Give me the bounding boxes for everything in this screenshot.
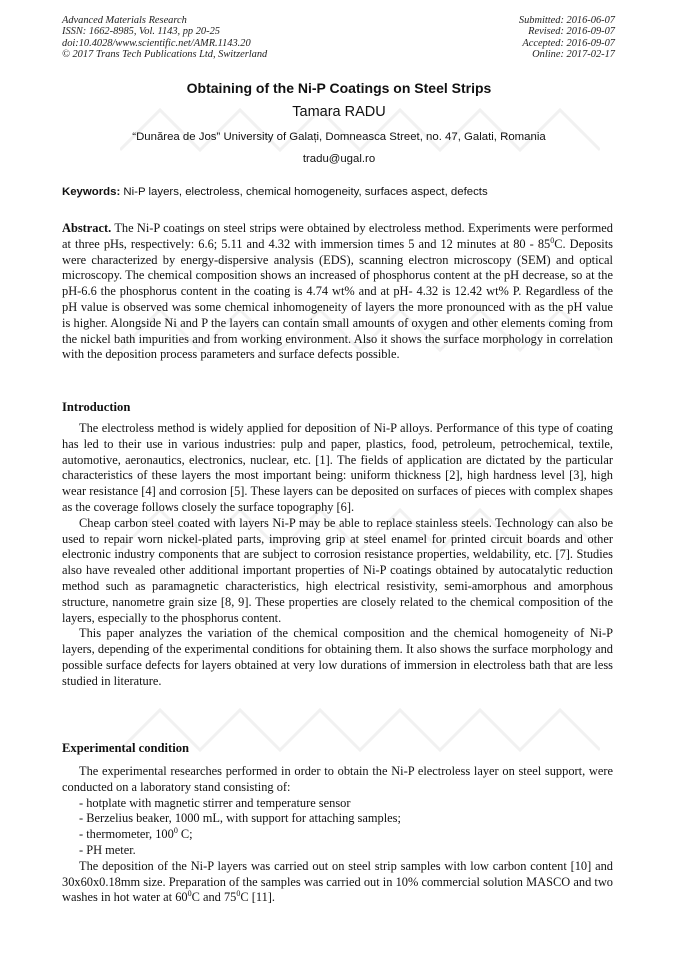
intro-paragraph-2: Cheap carbon steel coated with layers Ni-P may be able to replace stainless steels. Technology can also be used to repair worn nickel-plated parts, improving grip at steel enamel for printed circuit boards and other electronic industry components that are subject to corrosion resistance properties, weldability, etc. [7]. Studies also have revealed other additional important properties of Ni-P coatings obtained by autocatalytic reduction method such as paramagnetic characteristics, high electrical resistivity, semi-amorphous and amorphous structure, nanometre grain size [8, 9]. These properties are closely related to the chemical composition of the layers, especially to the phosphorus content.: [62, 515, 613, 625]
abstract-text-2: C. Deposits were characterized by energy-dispersive analysis (EDS), scanning electron microscopy (SEM) and optical microscopy. The chemical composition shows an increased of phosphorus content at the pH decrease, so at the pH-6.6 the phosphorus content in the coating is 4.74 wt% and at pH- 4.32 is 12.42 wt% P. Regardless of the pH value is observed was some chemical inhomogeneity of layers the more pronounced with as the pH value is higher. Alongside Ni and P the layers can contain small amounts of oxygen and other elements coming from the nickel bath impurities and from working environment. Also it shows the surface morphology in correlation with the deposition process parameters and surface defects possible.: [62, 236, 614, 362]
date-online: Online: 2017-02-17: [532, 48, 615, 60]
author-name: Tamara RADU: [292, 104, 386, 120]
date-submitted: Submitted: 2016-06-07: [518, 15, 615, 26]
date-accepted: Accepted: 2016-09-07: [522, 37, 615, 49]
exp-text-2: C and 75: [191, 890, 237, 905]
journal-issn: ISSN: 1662-8985, Vol. 1143, pp 20-25: [62, 26, 220, 38]
section-heading-experimental: Experimental condition: [62, 741, 189, 755]
publication-dates: [519, 15, 615, 60]
experimental-section: [62, 764, 613, 906]
author-affiliation: “Dunărea de Jos” University of Galați, Domneasca Street, no. 47, Galati, Romania: [132, 131, 546, 143]
journal-info: [62, 15, 267, 60]
keywords-label: Keywords:: [62, 186, 121, 198]
paper-title: Obtaining of the Ni-P Coatings on Steel Strips: [186, 80, 492, 96]
author-email[interactable]: tradu@ugal.ro: [302, 153, 376, 165]
keywords-text: Ni-P layers, electroless, chemical homogeneity, surfaces aspect, defects: [120, 186, 488, 198]
experimental-intro: The experimental researches performed in order to obtain the Ni-P electroless layer on steel support, were conducted on a laboratory stand consisting of:: [62, 764, 613, 794]
list-item: - PH meter.: [79, 842, 136, 857]
introduction-section: [62, 421, 613, 690]
list-item: - hotplate with magnetic stirrer and temperature sensor: [79, 795, 351, 810]
abstract-text-1: The Ni-P coatings on steel strips were obtained by electroless method. Experiments were performed at three pHs, respectively: 6.6; 5.11 and 4.32 with immersion times 5 and 12 minutes at 80 - 85: [62, 221, 613, 251]
abstract-paragraph: [62, 221, 613, 363]
list-item-text: - thermometer, 100: [79, 827, 174, 842]
list-item: - Berzelius beaker, 1000 mL, with support for attaching samples;: [79, 811, 401, 826]
abstract-section: [62, 221, 613, 363]
journal-doi: doi:10.4028/www.scientific.net/AMR.1143.20: [62, 37, 251, 49]
exp-text-1: The deposition of the Ni-P layers was carried out on steel strip samples with low carbon content [10] and 30x60x0.18mm size. Preparation of the samples was carried out in 10% commercial solution MASCO and two washes in hot water at 60: [62, 858, 613, 905]
section-heading-introduction: Introduction: [62, 400, 131, 414]
equipment-list: [62, 796, 613, 859]
abstract-label: Abstract.: [62, 221, 112, 235]
list-item: [62, 827, 613, 843]
degree-sup: 0: [550, 235, 555, 245]
intro-paragraph-3: This paper analyzes the variation of the chemical composition and the chemical homogeneity of Ni-P layers, depending of the experimental conditions for obtaining them. It also shows the surface morphology and possible surface defects for layers obtained at very low durations of immersion in electroless bath that are less studied in literature.: [62, 626, 613, 688]
exp-text-3: C [11].: [240, 890, 276, 905]
date-revised: Revised: 2016-09-07: [528, 26, 615, 38]
degree-sup: 0: [187, 889, 192, 899]
journal-copyright: © 2017 Trans Tech Publications Ltd, Switzerland: [62, 48, 268, 60]
degree-sup: 0: [236, 889, 241, 899]
list-item-tail: C;: [177, 827, 193, 842]
keywords: [62, 186, 616, 198]
intro-paragraph-1: The electroless method is widely applied for deposition of Ni-P alloys. Performance of this type of coating has led to their use in various industries: pulp and paper, plastics, food, petroleum, petrochemical, textile, automotive, aeronautics, electronics, nuclear, etc. [1]. The fields of application are dictated by the particular characteristics of these layers the most important being: uniform thickness [2], high hardness level [3], high wear resistance [4] and corrosion [5]. These layers can be deposited on surfaces of pieces with complex shapes as the coverage follows closely the surface topography [6].: [62, 421, 613, 514]
experimental-paragraph: [62, 859, 613, 906]
journal-name: Advanced Materials Research: [62, 15, 187, 26]
degree-sup: 0: [173, 826, 178, 836]
